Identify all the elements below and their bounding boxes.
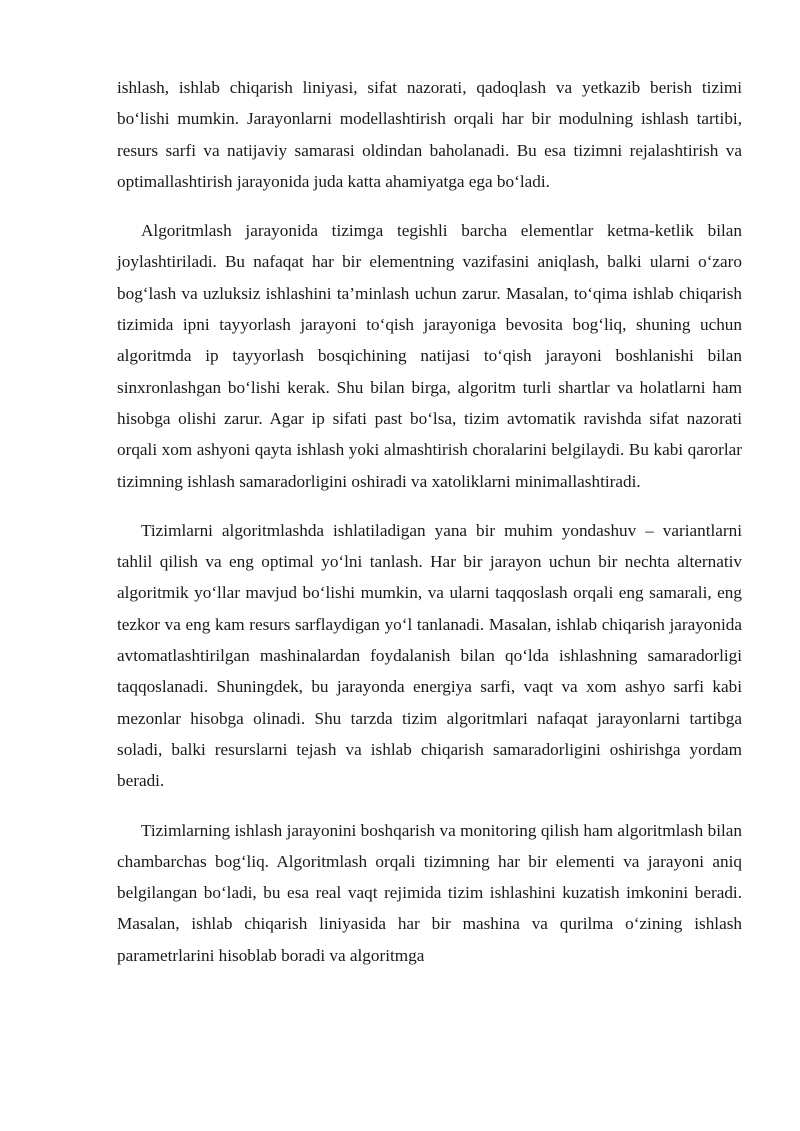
- document-body: [117, 72, 742, 989]
- paragraph-algorithmization: Algoritmlash jarayonida tizimga tegishli barcha elementlar ketma-ketlik bilan joylashtiriladi. Bu nafaqat har bir elementning vazifasini aniqlash, balki ularni o‘zaro bog‘lash va uzluksiz ishlashini ta’minlash uchun zarur. Masalan, to‘qima ishlab chiqarish tizimida ipni tayyorlash jarayoni to‘qish jarayoniga bevosita bog‘liq, shuning uchun algoritmda ip tayyorlash bosqichining natijasi to‘qish jarayoni boshlanishi bilan sinxronlashgan bo‘lishi kerak. Shu bilan birga, algoritm turli shartlar va holatlarni ham hisobga olishi zarur. Agar ip sifati past bo‘lsa, tizim avtomatik ravishda sifat nazorati orqali xom ashyoni qayta ishlash yoki almashtirish choralarini belgilaydi. Bu kabi qarorlar tizimning ishlash samaradorligini oshiradi va xatoliklarni minimallashtiradi.: [117, 221, 742, 491]
- paragraph-variant-analysis: Tizimlarni algoritmlashda ishlatiladigan yana bir muhim yondashuv – variantlarni tahlil qilish va eng optimal yo‘lni tanlash. Har bir jarayon uchun bir nechta alternativ algoritmik yo‘llar mavjud bo‘lishi mumkin, va ularni taqqoslash orqali eng samarali, eng tezkor va eng kam resurs sarflaydigan yo‘l tanlanadi. Masalan, ishlab chiqarish jarayonida avtomatlashtirilgan mashinalardan foydalanish bilan qo‘lda ishlashning samaradorligi taqqoslanadi. Shuningdek, bu jarayonda energiya sarfi, vaqt va xom ashyo sarfi kabi mezonlar hisobga olinadi. Shu tarzda tizim algoritmlari nafaqat jarayonlarni tartibga soladi, balki resurslarni tejash va ishlab chiqarish samaradorligini oshirishga yordam beradi.: [117, 520, 742, 791]
- paragraph-continued: ishlash, ishlab chiqarish liniyasi, sifat nazorati, qadoqlash va yetkazib berish tizimi bo‘lishi mumkin. Jarayonlarni modellashtirish orqali har bir modulning ishlash tartibi, resurs sarfi va natijaviy samarasi oldindan baholanadi. Bu esa tizimni rejalashtirish va optimallashtirish jarayonida juda katta ahamiyatga ega bo‘ladi.: [117, 78, 742, 191]
- paragraph-monitoring: Tizimlarning ishlash jarayonini boshqarish va monitoring qilish ham algoritmlash bilan chambarchas bog‘liq. Algoritmlash orqali tizimning har bir elementi va jarayoni aniq belgilangan bo‘ladi, bu esa real vaqt rejimida tizim ishlashini kuzatish imkonini beradi. Masalan, ishlab chiqarish liniyasida har bir mashina va qurilma o‘zining ishlash parametrlarini hisoblab boradi va algoritmga: [117, 820, 742, 965]
